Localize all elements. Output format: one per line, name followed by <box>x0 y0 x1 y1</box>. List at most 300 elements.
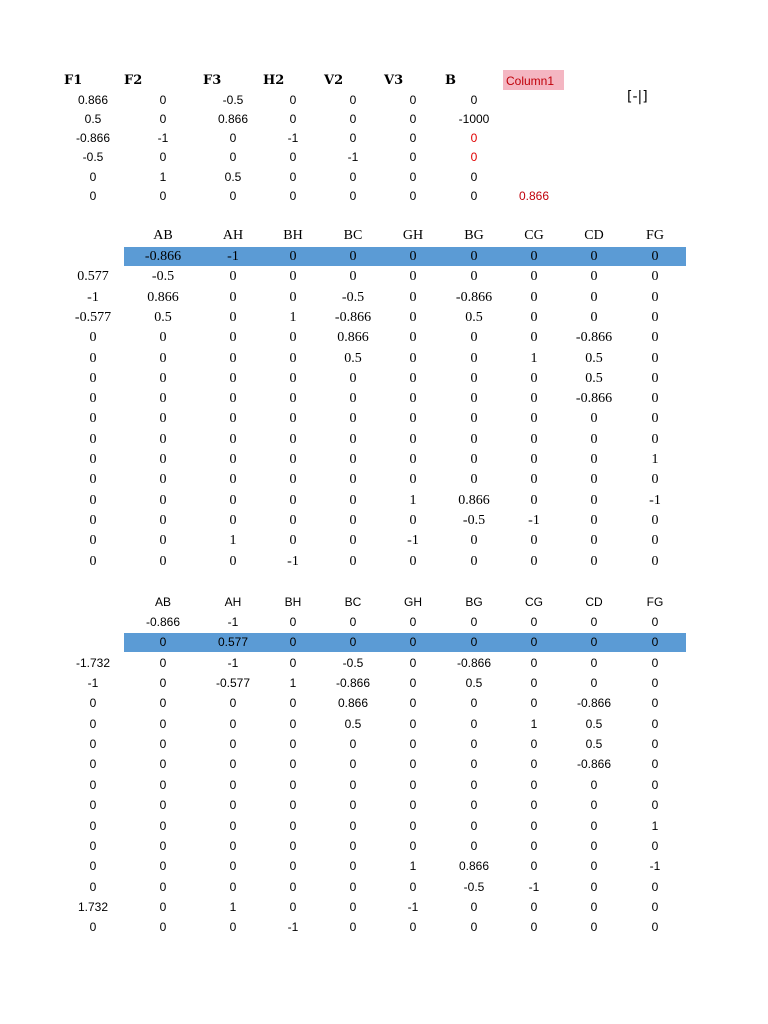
table-cell: 0 <box>409 737 417 752</box>
table-cell: 0 <box>590 452 598 467</box>
table-cell: 0 <box>470 635 478 650</box>
table-cell: 0 <box>651 899 659 914</box>
table-cell: 0 <box>289 189 297 203</box>
column-header: CD <box>584 228 604 243</box>
table-cell: 0 <box>349 818 357 833</box>
table-cell: 0 <box>530 330 538 346</box>
table-cell: -0.5 <box>463 879 485 894</box>
table-cell: 0 <box>651 635 659 650</box>
table-cell: 0.5 <box>585 350 603 366</box>
table-cell: 0 <box>89 472 97 488</box>
column-header: GH <box>402 228 424 243</box>
table-cell: 0 <box>289 330 297 346</box>
table-cell: 0.5 <box>585 370 603 386</box>
table-cell: 0 <box>89 777 97 792</box>
table-cell: 0 <box>530 757 538 772</box>
table-cell: 0.866 <box>77 93 109 107</box>
table-cell: 0 <box>289 655 297 670</box>
table-cell: 0 <box>289 798 297 813</box>
table-cell: 0 <box>651 533 659 549</box>
table-cell: 0 <box>229 777 237 792</box>
table-cell: -0.866 <box>576 696 612 711</box>
table-cell: -1 <box>528 879 540 894</box>
table-cell: 0 <box>89 818 97 833</box>
table-cell: 0 <box>590 818 598 833</box>
table-cell: 0 <box>89 512 97 528</box>
table-cell: -1 <box>287 131 299 145</box>
table-cell: 0 <box>409 777 417 792</box>
table-cell: 0 <box>349 170 357 184</box>
table-cell: 0 <box>530 472 538 488</box>
table-cell: 0 <box>89 492 97 508</box>
table-cell: 0 <box>159 859 167 874</box>
table-cell: 0 <box>159 391 167 407</box>
table-cell: 0 <box>89 553 97 569</box>
column-header: CG <box>525 595 543 609</box>
table-cell: 0 <box>89 170 97 184</box>
table-cell: 1 <box>409 859 417 874</box>
table-cell: 0 <box>590 553 598 569</box>
table-cell: 0 <box>229 289 237 305</box>
table-cell: 0 <box>409 553 417 569</box>
table-cell: -0.866 <box>145 615 181 629</box>
table-cell: -0.866 <box>334 309 372 325</box>
table-cell: 0 <box>289 112 297 126</box>
table-cell: -0.866 <box>576 757 612 772</box>
highlighted-row <box>124 633 686 652</box>
table-cell: 0 <box>530 289 538 305</box>
table-cell: 0 <box>409 512 417 528</box>
table-cell: 0 <box>229 879 237 894</box>
table-cell: 0.866 <box>337 330 369 346</box>
table-cell: 0 <box>89 189 97 203</box>
table-cell: 0 <box>349 269 357 285</box>
table-cell: 0 <box>349 512 357 528</box>
table-cell: 0 <box>651 716 659 731</box>
table-cell: 0 <box>229 737 237 752</box>
table-cell: 0 <box>651 757 659 772</box>
table-cell: 0 <box>530 269 538 285</box>
table-cell: 0 <box>651 655 659 670</box>
table-cell: 0 <box>530 838 538 853</box>
table-cell: 0 <box>349 879 357 894</box>
table-cell: -0.866 <box>575 330 613 346</box>
table-cell: -0.5 <box>341 289 365 305</box>
table-cell: -1 <box>227 249 239 264</box>
table-cell: 0 <box>651 696 659 711</box>
table-cell: 0 <box>530 920 538 935</box>
table-cell: 0 <box>470 93 478 107</box>
table-cell: 0 <box>159 533 167 549</box>
table-cell: 0 <box>289 350 297 366</box>
table-cell: 0 <box>349 838 357 853</box>
column-header: F3 <box>203 73 222 88</box>
table-cell: -1.732 <box>75 655 111 670</box>
table-cell: 0 <box>289 899 297 914</box>
table-cell: 0 <box>289 289 297 305</box>
table-cell: 0 <box>89 370 97 386</box>
table-cell: 0 <box>470 391 478 407</box>
column-header: AH <box>224 595 242 609</box>
table-cell: 0 <box>289 879 297 894</box>
table-cell: 1 <box>159 170 167 184</box>
table-cell: -0.577 <box>74 309 112 325</box>
table-cell: 0 <box>89 879 97 894</box>
table-cell: 0 <box>349 452 357 467</box>
table-cell: -1 <box>347 150 359 164</box>
table-cell: 0 <box>159 676 167 691</box>
table-cell: 0 <box>349 553 357 569</box>
table-cell: -1 <box>87 676 99 691</box>
table-cell: 0 <box>289 757 297 772</box>
table-cell: -1 <box>649 492 661 508</box>
table-cell: 1 <box>229 533 237 549</box>
table-cell: 0 <box>651 350 659 366</box>
table-cell: 0 <box>590 859 598 874</box>
table-cell: -0.866 <box>335 676 371 691</box>
table-cell: 0 <box>289 615 297 629</box>
table-cell: 0 <box>470 269 478 285</box>
column-header: CD <box>585 595 603 609</box>
table-cell: 0 <box>470 615 478 629</box>
table-cell: 0 <box>470 350 478 366</box>
table-cell: 0 <box>409 350 417 366</box>
table-cell: -0.5 <box>462 512 486 528</box>
table-cell: 0 <box>289 93 297 107</box>
table-cell: 0.5 <box>154 309 172 325</box>
table-cell: 0 <box>409 818 417 833</box>
table-cell: 0 <box>530 492 538 508</box>
table-cell: 0 <box>229 309 237 325</box>
table-cell: 0 <box>229 411 237 427</box>
table-cell: 0 <box>289 411 297 427</box>
table-cell: 0 <box>470 189 478 203</box>
table-cell: 0 <box>530 859 538 874</box>
table-cell: 0 <box>590 512 598 528</box>
table-cell: 1 <box>651 452 659 467</box>
table-cell: 0 <box>159 879 167 894</box>
column-header: AB <box>153 228 173 243</box>
table-cell: 0 <box>89 859 97 874</box>
table-cell: 0 <box>349 189 357 203</box>
table-cell: 0 <box>530 370 538 386</box>
table-cell: 0 <box>470 737 478 752</box>
table-cell: 0 <box>229 472 237 488</box>
table-cell: 0 <box>229 920 237 935</box>
table-cell: 0 <box>530 696 538 711</box>
table-cell: 0 <box>159 716 167 731</box>
table-cell: 0 <box>349 431 357 447</box>
table-cell: 0 <box>409 330 417 346</box>
table-cell: 0 <box>229 391 237 407</box>
table-cell: 0 <box>289 472 297 488</box>
table-cell: 0 <box>229 818 237 833</box>
table-cell: 0 <box>409 431 417 447</box>
table-cell: 0 <box>409 249 417 264</box>
table-cell: 0 <box>530 818 538 833</box>
table-cell: 0 <box>229 512 237 528</box>
table-cell: 0 <box>229 553 237 569</box>
table-cell: -1 <box>528 512 540 528</box>
table-cell: 0 <box>651 838 659 853</box>
table-cell: 0 <box>159 330 167 346</box>
table-cell: 0 <box>289 170 297 184</box>
table-cell: 0 <box>470 920 478 935</box>
table-cell: 0 <box>530 431 538 447</box>
table-cell: 0 <box>470 838 478 853</box>
table-cell: 0 <box>349 411 357 427</box>
table-cell: 1.732 <box>77 899 109 914</box>
table-cell: 0 <box>229 696 237 711</box>
table-cell: 0.866 <box>337 696 369 711</box>
table-cell: 0 <box>651 777 659 792</box>
table-cell: 0 <box>289 431 297 447</box>
column-header: B <box>445 73 456 88</box>
table-cell: 0 <box>409 920 417 935</box>
table-cell: 0 <box>409 472 417 488</box>
table-cell: 0 <box>349 492 357 508</box>
table-cell: 1 <box>530 350 538 366</box>
table-cell: 0 <box>229 150 237 164</box>
table-cell: 0 <box>470 411 478 427</box>
table-cell: 0 <box>89 533 97 549</box>
table-cell: 0 <box>590 920 598 935</box>
table-cell: 0 <box>289 512 297 528</box>
table-cell: 0 <box>89 330 97 346</box>
table-cell: 0 <box>229 492 237 508</box>
table-cell: 0 <box>530 309 538 325</box>
table-cell: 0 <box>590 249 598 264</box>
table-cell: 0 <box>590 635 598 650</box>
table-cell: 0 <box>159 112 167 126</box>
table-cell: -0.5 <box>342 655 364 670</box>
column-header: BH <box>284 595 302 609</box>
table-cell: 0 <box>590 411 598 427</box>
table-cell: 0 <box>349 391 357 407</box>
column-header: BH <box>283 228 303 243</box>
table-cell: 0 <box>530 899 538 914</box>
table-cell: 0 <box>590 899 598 914</box>
table-cell: 0 <box>470 150 478 164</box>
table-cell: 0 <box>590 676 598 691</box>
table-cell: -1 <box>407 899 419 914</box>
table-cell: 0 <box>530 249 538 264</box>
table-cell: -0.5 <box>151 269 175 285</box>
table-cell: 0 <box>159 150 167 164</box>
table-cell: 0 <box>229 269 237 285</box>
table-cell: -1000 <box>458 112 490 126</box>
table-cell: 0 <box>159 920 167 935</box>
column-header: FG <box>646 595 664 609</box>
table-cell: 0 <box>470 533 478 549</box>
table-cell: 0 <box>89 798 97 813</box>
table-cell: 0 <box>159 737 167 752</box>
table-cell: 0 <box>89 757 97 772</box>
table-cell: 0 <box>590 615 598 629</box>
table-cell: -0.866 <box>75 131 111 145</box>
table-cell: 0 <box>470 472 478 488</box>
table-cell: 0 <box>651 879 659 894</box>
column-header: F1 <box>64 73 83 88</box>
table-cell: -1 <box>287 920 299 935</box>
table-cell: 0 <box>159 818 167 833</box>
table-cell: 0 <box>470 798 478 813</box>
table-cell: 0 <box>349 920 357 935</box>
table-cell: 0 <box>289 635 297 650</box>
table-cell: 0 <box>159 757 167 772</box>
table-cell: 0 <box>590 777 598 792</box>
table-cell: 0.5 <box>465 676 483 691</box>
table-cell: 0 <box>651 411 659 427</box>
table-cell: 0 <box>590 655 598 670</box>
table-cell: 0 <box>159 696 167 711</box>
table-cell: 0.577 <box>217 635 249 650</box>
table-cell: 0 <box>470 452 478 467</box>
table-cell: 1 <box>651 818 659 833</box>
table-cell: 0 <box>651 737 659 752</box>
table-cell: -0.866 <box>456 655 492 670</box>
table-cell: 0 <box>229 757 237 772</box>
column-header: V2 <box>324 73 344 88</box>
table-cell: 0.5 <box>84 112 102 126</box>
table-cell: 0.577 <box>77 269 109 285</box>
filter-dropdown-icon[interactable]: [-|] <box>627 89 648 105</box>
table-cell: 0 <box>349 131 357 145</box>
table-cell: 0 <box>590 838 598 853</box>
table-cell: 0 <box>651 249 659 264</box>
table-cell: 0 <box>409 131 417 145</box>
table-cell: 0 <box>530 452 538 467</box>
table-cell: 0 <box>349 757 357 772</box>
table-cell: 0 <box>89 391 97 407</box>
table-cell: 0 <box>530 533 538 549</box>
table-cell: 0 <box>409 391 417 407</box>
table-cell: 0 <box>651 553 659 569</box>
column1-label: Column1 <box>506 74 555 88</box>
table-cell: 1 <box>229 899 237 914</box>
table-cell: -1 <box>157 131 169 145</box>
table-cell: 0 <box>349 93 357 107</box>
table-cell: 0 <box>470 131 478 145</box>
table-cell: 1 <box>409 492 417 508</box>
table-cell: 0 <box>651 391 659 407</box>
table-cell: 0 <box>409 838 417 853</box>
table-cell: 0 <box>470 899 478 914</box>
table-cell: 0 <box>651 512 659 528</box>
table-cell: 0 <box>89 431 97 447</box>
table-cell: 0 <box>470 757 478 772</box>
table-cell: -1 <box>287 553 299 569</box>
table-cell: 0 <box>590 431 598 447</box>
table-cell: 0 <box>530 798 538 813</box>
table-cell: 1 <box>530 716 538 731</box>
table-cell: 0 <box>470 553 478 569</box>
table-cell: 0 <box>159 93 167 107</box>
table-cell: 0 <box>530 777 538 792</box>
table-cell: 0 <box>349 635 357 650</box>
table-cell: 0 <box>89 920 97 935</box>
table-cell: 0 <box>349 899 357 914</box>
table-cell: 0 <box>590 289 598 305</box>
table-cell: 0 <box>159 189 167 203</box>
table-cell: 0.5 <box>344 350 362 366</box>
table-cell: 0 <box>409 189 417 203</box>
column-header: H2 <box>263 73 285 88</box>
column-header: GH <box>404 595 422 609</box>
column-header: CG <box>524 228 544 243</box>
column1-value: 0.866 <box>518 189 550 203</box>
table-cell: 0 <box>229 370 237 386</box>
table-cell: 0 <box>229 431 237 447</box>
table-cell: 0 <box>470 818 478 833</box>
table-cell: 0 <box>229 350 237 366</box>
table-cell: 0 <box>289 737 297 752</box>
table-cell: 0 <box>159 370 167 386</box>
column-header: BG <box>465 595 483 609</box>
table-cell: 0 <box>89 350 97 366</box>
table-cell: 0 <box>289 370 297 386</box>
column-header: F2 <box>124 73 143 88</box>
table-cell: 0 <box>229 189 237 203</box>
table-cell: 0 <box>470 249 478 264</box>
table-cell: 1 <box>289 309 297 325</box>
table-cell: 0 <box>530 676 538 691</box>
column-header: BG <box>464 228 484 243</box>
table-cell: -0.5 <box>222 93 244 107</box>
table-cell: 0 <box>159 798 167 813</box>
table-cell: 0 <box>590 269 598 285</box>
table-cell: 0 <box>530 391 538 407</box>
table-cell: 0.5 <box>344 716 362 731</box>
table-cell: 0 <box>470 170 478 184</box>
table-cell: 0 <box>409 452 417 467</box>
table-cell: 0 <box>651 615 659 629</box>
table-cell: 0 <box>349 472 357 488</box>
table-cell: -1 <box>227 615 239 629</box>
table-cell: 0 <box>89 411 97 427</box>
table-cell: 0 <box>651 472 659 488</box>
table-cell: 0 <box>530 737 538 752</box>
table-cell: 0.5 <box>585 716 603 731</box>
table-cell: 0 <box>349 249 357 264</box>
table-cell: 0 <box>409 676 417 691</box>
column-header: BC <box>344 595 362 609</box>
table-cell: 0 <box>89 452 97 467</box>
table-cell: 0 <box>289 716 297 731</box>
table-cell: 0 <box>159 635 167 650</box>
table-cell: 0 <box>229 838 237 853</box>
table-cell: 0 <box>409 93 417 107</box>
table-cell: 0 <box>470 330 478 346</box>
table-cell: 0 <box>530 655 538 670</box>
table-cell: 0 <box>409 615 417 629</box>
table-cell: -1 <box>87 289 99 305</box>
table-cell: 0 <box>229 798 237 813</box>
table-cell: 0 <box>470 716 478 731</box>
table-cell: 0 <box>470 431 478 447</box>
column1-header[interactable] <box>503 70 564 90</box>
table-cell: 0 <box>409 879 417 894</box>
table-cell: 0 <box>349 777 357 792</box>
table-cell: 0 <box>289 818 297 833</box>
table-cell: 0 <box>289 391 297 407</box>
table-cell: 0 <box>409 269 417 285</box>
column-header: AH <box>222 228 244 243</box>
table-cell: 0 <box>159 452 167 467</box>
table-cell: 0 <box>159 350 167 366</box>
table-cell: 0.866 <box>458 492 490 508</box>
column-header: V3 <box>384 73 404 88</box>
